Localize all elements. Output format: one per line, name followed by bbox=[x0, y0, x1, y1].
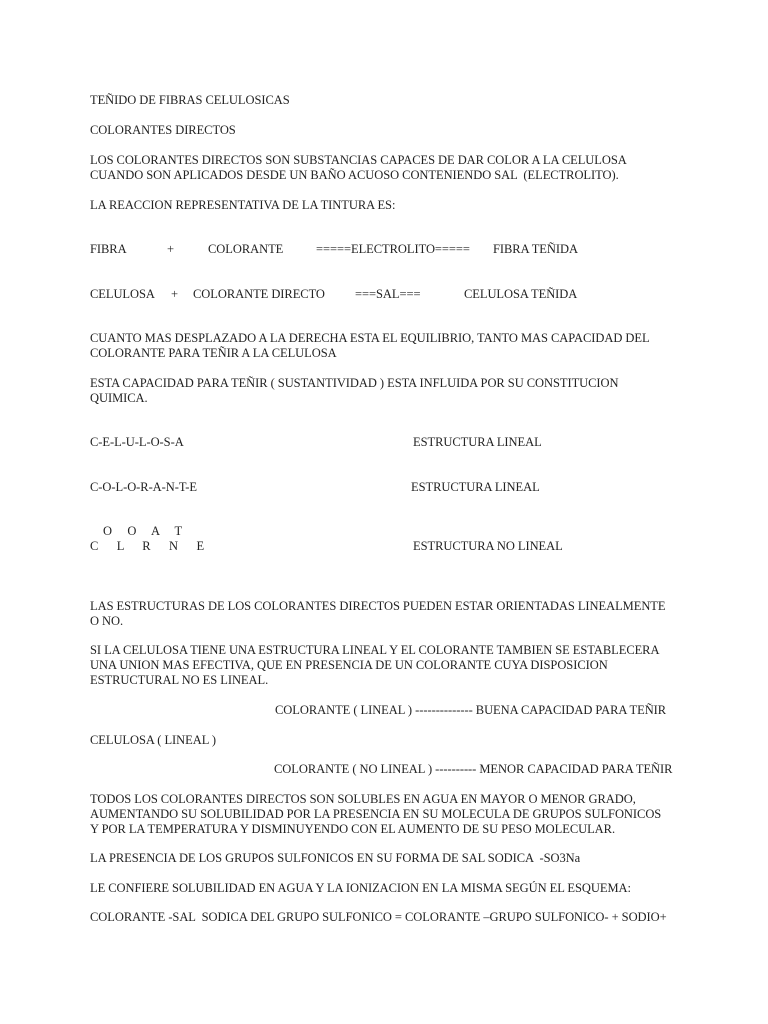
document-title: TEÑIDO DE FIBRAS CELULOSICAS bbox=[90, 93, 290, 107]
capacity-line-2: QUIMICA. bbox=[90, 391, 148, 405]
eq1-fibra: FIBRA bbox=[90, 242, 127, 256]
orient-line-2: O NO. bbox=[90, 614, 124, 628]
reaction-intro: LA REACCION REPRESENTATIVA DE LA TINTURA ES: bbox=[90, 198, 396, 212]
eq2-celulosa: CELULOSA bbox=[90, 287, 155, 301]
equilibrium-line-2: COLORANTE PARA TEÑIR A LA CELULOSA bbox=[90, 346, 337, 360]
struct-nonlinear-top: O O A T bbox=[103, 524, 183, 538]
struct-celulosa-label: ESTRUCTURA LINEAL bbox=[413, 435, 542, 449]
comparison-linear: COLORANTE ( LINEAL ) -------------- BUENA CAPACIDAD PARA TEÑIR bbox=[275, 703, 667, 717]
struct-celulosa: C-E-L-U-L-O-S-A bbox=[90, 435, 184, 449]
solubility-line-2: AUMENTANDO SU SOLUBILIDAD POR LA PRESENCIA EN SU MOLECULA DE GRUPOS SULFONICOS bbox=[90, 807, 662, 821]
comparison-celulosa: CELULOSA ( LINEAL ) bbox=[90, 733, 216, 747]
comparison-nonlinear: COLORANTE ( NO LINEAL ) ---------- MENOR CAPACIDAD PARA TEÑIR bbox=[274, 762, 673, 776]
equilibrium-line-1: CUANTO MAS DESPLAZADO A LA DERECHA ESTA EL EQUILIBRIO, TANTO MAS CAPACIDAD DEL bbox=[90, 331, 650, 345]
struct-colorante: C-O-L-O-R-A-N-T-E bbox=[90, 480, 197, 494]
scheme-line: COLORANTE -SAL SODICA DEL GRUPO SULFONICO = COLORANTE –GRUPO SULFONICO- + SODIO+ bbox=[90, 910, 667, 924]
struct-nonlinear-label: ESTRUCTURA NO LINEAL bbox=[413, 539, 563, 553]
union-line-3: ESTRUCTURAL NO ES LINEAL. bbox=[90, 673, 269, 687]
sulfonic-line: LA PRESENCIA DE LOS GRUPOS SULFONICOS EN SU FORMA DE SAL SODICA -SO3Na bbox=[90, 851, 581, 865]
eq1-result: FIBRA TEÑIDA bbox=[493, 242, 578, 256]
struct-nonlinear-bottom: C L R N E bbox=[90, 539, 205, 553]
eq1-plus: + bbox=[167, 242, 174, 256]
eq2-colorante: COLORANTE DIRECTO bbox=[193, 287, 325, 301]
eq2-arrow: ===SAL=== bbox=[355, 287, 421, 301]
capacity-line-1: ESTA CAPACIDAD PARA TEÑIR ( SUSTANTIVIDAD ) ESTA INFLUIDA POR SU CONSTITUCION bbox=[90, 376, 619, 390]
eq2-result: CELULOSA TEÑIDA bbox=[464, 287, 578, 301]
ionization-line: LE CONFIERE SOLUBILIDAD EN AGUA Y LA IONIZACION EN LA MISMA SEGÚN EL ESQUEMA: bbox=[90, 881, 631, 895]
section-heading: COLORANTES DIRECTOS bbox=[90, 123, 236, 137]
struct-colorante-label: ESTRUCTURA LINEAL bbox=[411, 480, 540, 494]
solubility-line-3: Y POR LA TEMPERATURA Y DISMINUYENDO CON EL AUMENTO DE SU PESO MOLECULAR. bbox=[90, 822, 616, 836]
union-line-1: SI LA CELULOSA TIENE UNA ESTRUCTURA LINEAL Y EL COLORANTE TAMBIEN SE ESTABLECERA bbox=[90, 643, 660, 657]
eq1-colorante: COLORANTE bbox=[208, 242, 284, 256]
solubility-line-1: TODOS LOS COLORANTES DIRECTOS SON SOLUBLES EN AGUA EN MAYOR O MENOR GRADO, bbox=[90, 792, 636, 806]
eq1-arrow: =====ELECTROLITO===== bbox=[316, 242, 470, 256]
union-line-2: UNA UNION MAS EFECTIVA, QUE EN PRESENCIA DE UN COLORANTE CUYA DISPOSICION bbox=[90, 658, 608, 672]
eq2-plus: + bbox=[171, 287, 178, 301]
intro-line-1: LOS COLORANTES DIRECTOS SON SUBSTANCIAS CAPACES DE DAR COLOR A LA CELULOSA bbox=[90, 153, 627, 167]
intro-line-2: CUANDO SON APLICADOS DESDE UN BAÑO ACUOSO CONTENIENDO SAL (ELECTROLITO). bbox=[90, 168, 619, 182]
orient-line-1: LAS ESTRUCTURAS DE LOS COLORANTES DIRECTOS PUEDEN ESTAR ORIENTADAS LINEALMENTE bbox=[90, 599, 666, 613]
